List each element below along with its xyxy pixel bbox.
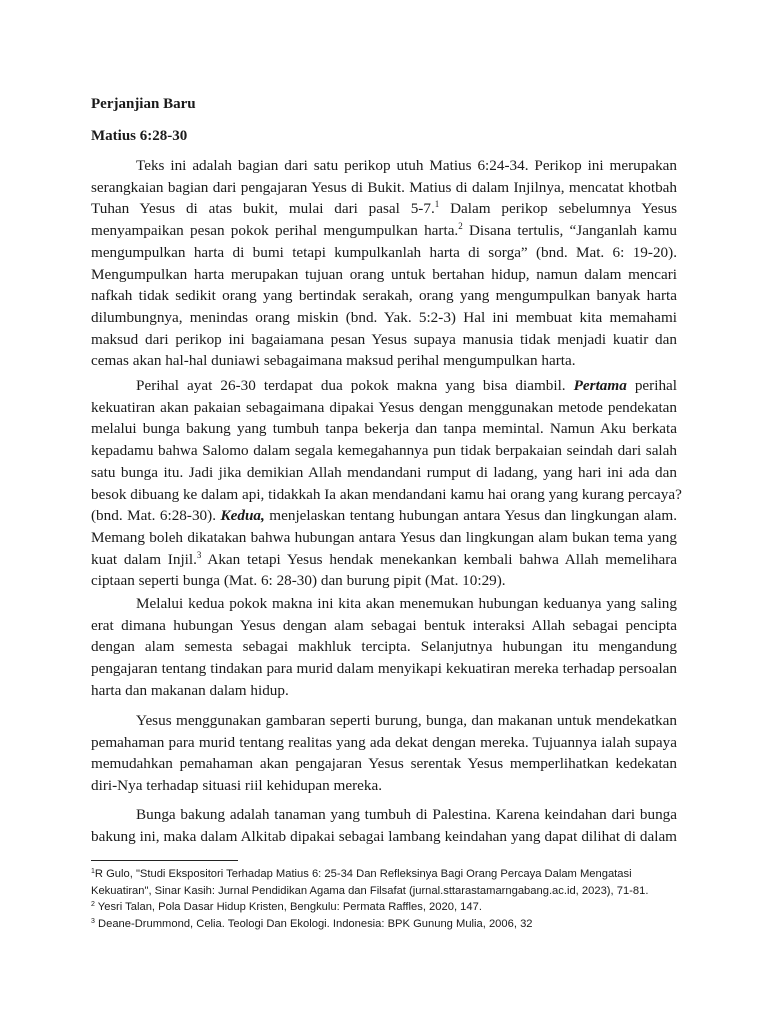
text-line: kepadamu bahwa Salomo dalam segala kemegahannya pun tidak berpakaian seindah dari salah xyxy=(91,442,677,460)
text-line: menyampaikan pesan pokok perihal mengumpulkan harta.$^2$ Disana tertulis, “Janganlah kamu xyxy=(91,221,677,240)
text-line: Mengumpulkan harta merupakan tujuan orang untuk bertahan hidup, namun dalam mencari xyxy=(91,265,677,283)
footnotes xyxy=(91,866,681,932)
paragraph-4 xyxy=(91,710,677,797)
text-line: Memang boleh dikatakan bahwa hubungan antara Yesus dan lingkungan alam bukan tema yang xyxy=(91,528,677,546)
paragraph-5 xyxy=(91,804,677,847)
footnote-1-cont: Kekuatiran", Sinar Kasih: Jurnal Pendidikan Agama dan Filsafat (jurnal.sttarastamarngabang.ac.id, 2023), 71-81. xyxy=(91,884,649,897)
footnote-ref: 2 xyxy=(458,221,463,232)
text-line: melalui bunga bakung yang tumbuh tanpa bekerja dan tanpa memintal. Namun Aku berkata xyxy=(91,420,677,438)
text-line: kekuatiran akan pakaian sebagaimana dipakai Yesus dengan menggunakan metode pendekatan xyxy=(91,398,677,416)
text-line: Yesus menggunakan gambaran seperti burung, bunga, dan makanan untuk mendekatkan xyxy=(136,712,677,729)
section-heading: Perjanjian Baru xyxy=(91,96,196,112)
footnote-separator xyxy=(91,860,238,861)
text-line: serangkaian bagian dari pengajaran Yesus di Bukit. Matius di dalam Injilnya, mencatat khotbah xyxy=(91,178,677,196)
text-line: satu bunga itu. Jadi jika demikian Allah mendandani rumput di ladang, yang hari ini ada dan xyxy=(91,463,677,481)
emphasis-pertama: Pertama xyxy=(573,377,627,394)
text-line: mengumpulkan harta di bumi tetapi kumpulkanlah harta di sorga” (bnd. Mat. 6: 19-20). xyxy=(91,243,677,261)
text-line: Tuhan Yesus di atas bukit, mulai dari pasal 5-7.$^1$ Dalam perikop sebelumnya Yesus xyxy=(91,199,677,218)
text-line: dengan alam semesta sebagai makhluk tercipta. Selanjutnya hubungan itu mengandung xyxy=(91,638,677,656)
text-line: Perihal ayat 26-30 terdapat dua pokok makna yang bisa diambil. Pertama perihal xyxy=(136,377,678,394)
text-line: Teks ini adalah bagian dari satu perikop utuh Matius 6:24-34. Perikop ini merupakan xyxy=(136,157,677,174)
text-line: cemas akan hal-hal duniawi sebagaimana maksud perihal mengumpulkan harta. xyxy=(91,352,576,370)
text-line: besok dibuang ke dalam api, tidakkah Ia akan mendandani kamu hai orang yang kurang percaya? xyxy=(91,485,682,503)
paragraph-3 xyxy=(91,593,677,702)
text-line: Bunga bakung adalah tanaman yang tumbuh di Palestina. Karena keindahan dari bunga xyxy=(136,806,677,823)
text-line: bakung ini, maka dalam Alkitab dipakai sebagai lambang keindahan yang dapat dilihat di dalam xyxy=(91,827,677,845)
text-line: pengajaran tentang tindakan para murid dalam menyikapi kekuatiran mereka terhadap persoalan xyxy=(91,660,677,678)
footnote-ref: 3 xyxy=(196,549,202,560)
text-line: nafkah tidak sedikit orang yang bertindak serakah, orang yang mengumpulkan banyak harta xyxy=(91,287,677,305)
text-line: kuat dalam Injil.$^3$ Akan tetapi Yesus hendak menekankan kembali bahwa Allah memelihara xyxy=(91,549,677,568)
paragraph-2 xyxy=(91,375,682,592)
text-line: (bnd. Mat. 6:28-30). Kedua, menjelaskan tentang hubungan antara Yesus dan lingkungan alam. xyxy=(91,507,678,525)
text-line: dilumbungnya, menindas orang miskin (bnd. Yak. 5:2-3) Hal ini membuat kita memahami xyxy=(91,308,677,326)
text-line: maksud dari perikop ini bagaiamana pesan Yesus supaya manusia tidak menjadi kuatir dan xyxy=(91,330,677,348)
paragraph-1 xyxy=(91,155,677,372)
passage-heading: Matius 6:28-30 xyxy=(91,128,188,144)
text-line: Melalui kedua pokok makna ini kita akan menemukan hubungan keduanya yang saling xyxy=(136,595,677,612)
emphasis-kedua: Kedua, xyxy=(220,507,265,525)
footnote-3: $^3$ Deane-Drummond, Celia. Teologi Dan Ekologi. Indonesia: BPK Gunung Mulia, 2006, 32 xyxy=(91,917,533,930)
text-line: harta dan makanan dalam hidup. xyxy=(91,681,289,699)
text-line: ciptaan seperti bunga (Mat. 6: 28-30) dan burung pipit (Mat. 10:29). xyxy=(91,572,506,590)
text-line: memudahkan pemahaman akan pengajaran Yesus serentak Yesus memperlihatkan kedekatan xyxy=(91,755,677,773)
footnote-2: $^2$ Yesri Talan, Pola Dasar Hidup Kristen, Bengkulu: Permata Raffles, 2020, 147. xyxy=(91,901,482,913)
footnote-1: $^1$R Gulo, "Studi Ekspositori Terhadap Matius 6: 25-34 Dan Refleksinya Bagi Orang Percaya Dalam Mengatasi xyxy=(91,868,632,880)
text-line: erat dimana hubungan Yesus dengan alam sebagai bentuk interaksi Allah sebagai pencipta xyxy=(91,616,677,634)
text-line: diri-Nya terhadap situasi riil kehidupan mereka. xyxy=(91,777,382,795)
text-line: pemahaman para murid tentang realitas yang ada dekat dengan mereka. Tujuannya ialah supaya xyxy=(91,733,677,751)
footnote-ref: 1 xyxy=(434,199,440,210)
